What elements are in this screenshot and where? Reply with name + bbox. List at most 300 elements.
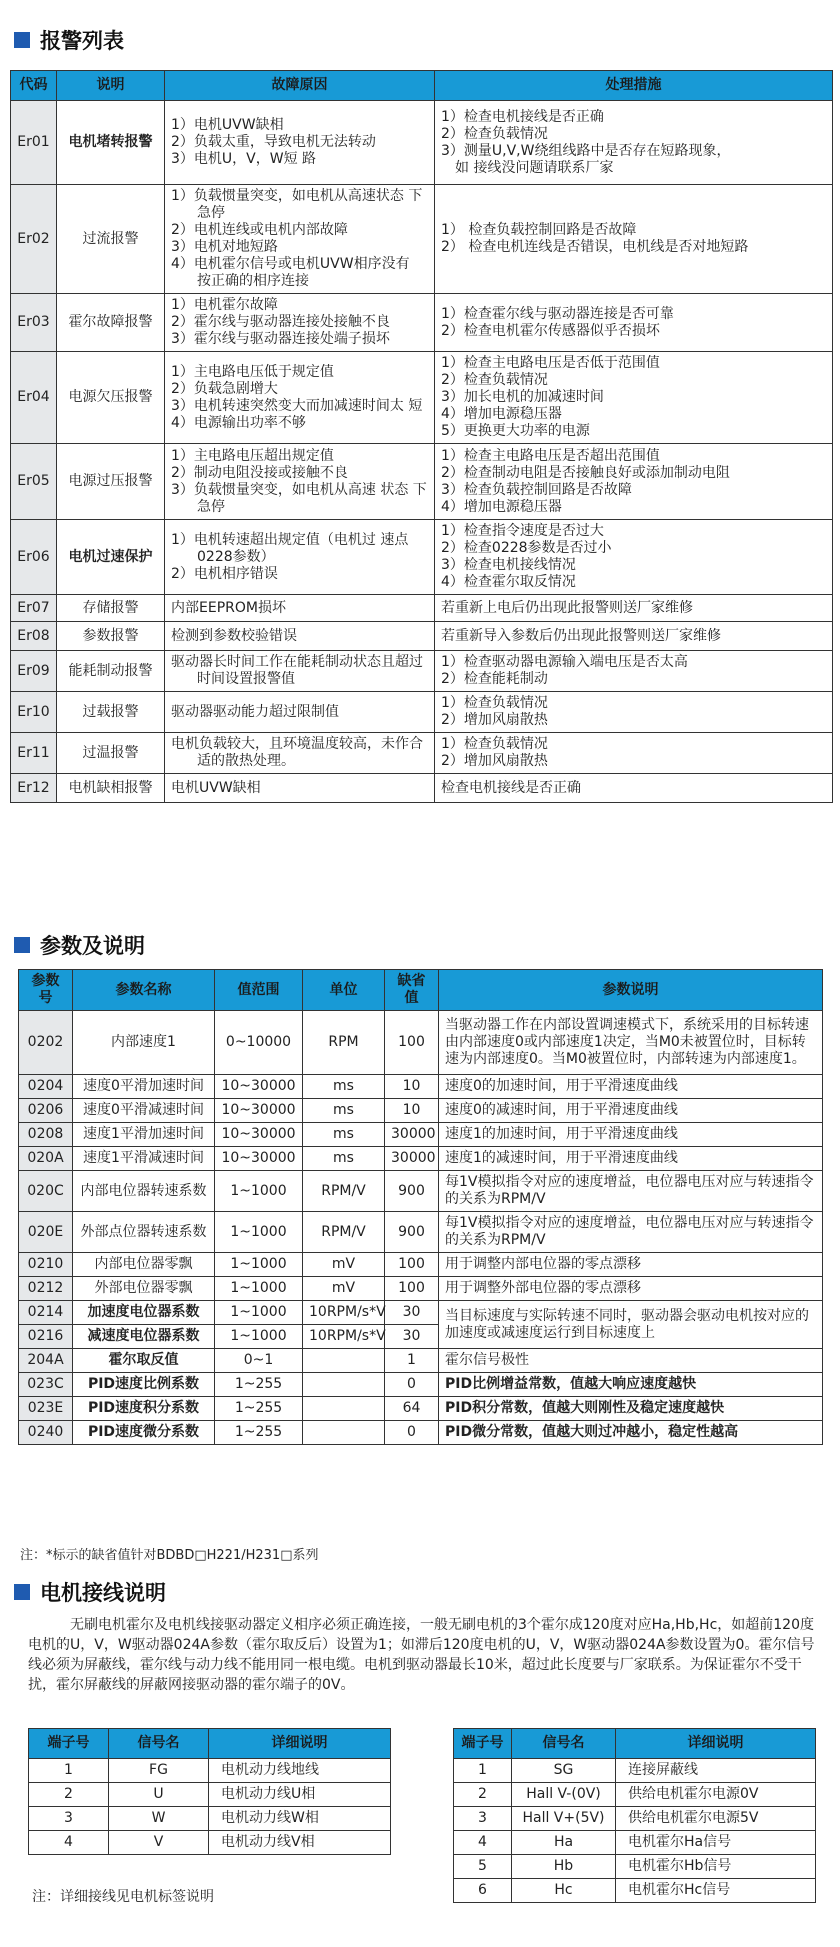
param-default: 30000 [385, 1147, 439, 1171]
action-item: 1）检查驱动器电源输入端电压是否太高 [441, 654, 688, 670]
param-range: 10~30000 [215, 1099, 303, 1123]
action-item: 2）检查负载情况 [441, 125, 548, 142]
action-item: 2）检查能耗制动 [441, 671, 548, 687]
wiring-header-row [29, 1729, 391, 1759]
cause-item: 2）负载急剧增大 [171, 380, 278, 397]
param-desc: 速度0的减速时间，用于平滑速度曲线 [439, 1099, 823, 1123]
cause-list [171, 736, 428, 770]
param-name: 速度1平滑加速时间 [73, 1123, 215, 1147]
signal-name: V [109, 1831, 209, 1855]
param-header-cell: 值范围 [215, 970, 303, 1011]
cause-item: 2）电机连线或电机内部故障 [171, 222, 348, 238]
param-desc: 当驱动器工作在内部设置调速模式下，系统采用的目标转速由内部速度0或内部速度1决定，当M0未被置位时，目标转速为内部速度0。当M0被置位时，内部转速为内部速度1。 [439, 1011, 823, 1075]
param-code: 023C [19, 1373, 73, 1397]
cause-item: 内部EEPROM损坏 [171, 599, 286, 616]
alarm-code: Er04 [11, 352, 57, 444]
alarm-causes [165, 352, 435, 444]
param-range: 1~1000 [215, 1253, 303, 1277]
alarm-causes [165, 733, 435, 774]
alarm-code: Er10 [11, 692, 57, 733]
param-section-title: 参数及说明 [14, 925, 145, 965]
action-item: 1）检查指令速度是否过大 [441, 523, 604, 539]
cause-list [171, 780, 428, 797]
alarm-row [11, 520, 833, 595]
param-unit: RPM/V [303, 1212, 385, 1253]
alarm-causes [165, 651, 435, 692]
param-default: 900 [385, 1171, 439, 1212]
param-name: 加速度电位器系数 [73, 1301, 215, 1325]
param-code: 0212 [19, 1277, 73, 1301]
action-item: 2） 检查电机连线是否错误，电机线是否对地短路 [441, 239, 749, 255]
alarm-causes [165, 185, 435, 294]
action-item: 3）检查电机接线情况 [441, 557, 576, 573]
param-default: 10 [385, 1099, 439, 1123]
param-code: 020A [19, 1147, 73, 1171]
param-default: 100 [385, 1277, 439, 1301]
param-unit: mV [303, 1277, 385, 1301]
wiring-table-left [28, 1728, 391, 1855]
signal-name: Hb [512, 1855, 616, 1879]
wiring-header-cell: 信号名 [109, 1729, 209, 1759]
action-list [441, 654, 826, 688]
param-unit: ms [303, 1099, 385, 1123]
action-item: 2）检查负载情况 [441, 372, 548, 388]
alarm-causes [165, 101, 435, 185]
param-row [19, 1212, 823, 1253]
action-list [441, 355, 826, 440]
action-item: 1） 检查负载控制回路是否故障 [441, 222, 637, 238]
param-desc: PID微分常数，值越大则过冲越小，稳定性越高 [439, 1421, 823, 1445]
param-row [19, 1075, 823, 1099]
alarm-row [11, 651, 833, 692]
alarm-code: Er11 [11, 733, 57, 774]
terminal-no: 2 [29, 1783, 109, 1807]
action-item: 若重新上电后仍出现此报警则送厂家维修 [441, 599, 693, 616]
wiring-row [454, 1759, 816, 1783]
alarm-row [11, 774, 833, 803]
alarm-actions [435, 352, 833, 444]
param-desc: 当目标速度与实际转速不同时，驱动器会驱动电机按对应的加速度或减速度运行到目标速度上 [439, 1301, 823, 1349]
action-item: 若重新导入参数后仍出现此报警则送厂家维修 [441, 627, 721, 644]
alarm-actions [435, 294, 833, 352]
alarm-name: 电机缺相报警 [57, 774, 165, 803]
param-default: 0 [385, 1421, 439, 1445]
cause-list [171, 600, 428, 617]
wiring-row [29, 1807, 391, 1831]
action-item: 如 接线没问题请联系厂家 [441, 159, 614, 176]
wiring-section-title: 电机接线说明 [14, 1572, 166, 1612]
alarm-causes [165, 622, 435, 651]
param-code: 020C [19, 1171, 73, 1212]
alarm-name: 能耗制动报警 [57, 651, 165, 692]
param-unit [303, 1349, 385, 1373]
param-range: 1~1000 [215, 1212, 303, 1253]
param-name: 外部点位器转速系数 [73, 1212, 215, 1253]
param-code: 204A [19, 1349, 73, 1373]
param-code: 0240 [19, 1421, 73, 1445]
cause-item: 2）电机相序错误 [171, 565, 278, 582]
param-unit: ms [303, 1147, 385, 1171]
alarm-row [11, 692, 833, 733]
alarm-name: 电机堵转报警 [57, 101, 165, 185]
param-range: 1~1000 [215, 1325, 303, 1349]
action-list [441, 780, 826, 797]
cause-item: 电机负载较大，且环境温度较高，未作合适的散热处理。 [171, 736, 423, 769]
terminal-no: 6 [454, 1879, 512, 1903]
param-header-cell: 参数号 [19, 970, 73, 1011]
wiring-header-cell: 详细说明 [209, 1729, 391, 1759]
wiring-table-right [453, 1728, 816, 1903]
wiring-header-row [454, 1729, 816, 1759]
cause-item: 2）霍尔线与驱动器连接处接触不良 [171, 314, 390, 330]
alarm-name: 过载报警 [57, 692, 165, 733]
param-name: PID速度比例系数 [73, 1373, 215, 1397]
alarm-causes [165, 595, 435, 622]
signal-desc: 电机霍尔Hb信号 [616, 1855, 816, 1879]
wiring-row [454, 1831, 816, 1855]
param-code: 0202 [19, 1011, 73, 1075]
param-header-cell: 缺省值 [385, 970, 439, 1011]
alarm-code: Er07 [11, 595, 57, 622]
wiring-note: 注：详细接线见电机标签说明 [32, 1889, 214, 1905]
cause-list [171, 448, 428, 516]
action-list [441, 306, 826, 340]
terminal-no: 5 [454, 1855, 512, 1879]
alarm-name: 电源欠压报警 [57, 352, 165, 444]
param-row [19, 1147, 823, 1171]
alarm-actions [435, 520, 833, 595]
signal-desc: 电机霍尔Hc信号 [616, 1879, 816, 1903]
alarm-name: 参数报警 [57, 622, 165, 651]
wiring-row [29, 1831, 391, 1855]
param-name: 霍尔取反值 [73, 1349, 215, 1373]
action-item: 2）增加风扇散热 [441, 753, 548, 769]
param-code: 0210 [19, 1253, 73, 1277]
alarm-actions [435, 101, 833, 185]
cause-item: 4）电源输出功率不够 [171, 414, 306, 431]
param-desc: 速度1的减速时间，用于平滑速度曲线 [439, 1147, 823, 1171]
alarm-actions [435, 595, 833, 622]
cause-item: 4）电机霍尔信号或电机UVW相序没有 按正确的相序连接 [171, 256, 410, 289]
alarm-row [11, 185, 833, 294]
param-desc: PID比例增益常数，值越大响应速度越快 [439, 1373, 823, 1397]
alarm-section-title: 报警列表 [14, 20, 124, 60]
param-name: 速度0平滑加速时间 [73, 1075, 215, 1099]
alarm-causes [165, 774, 435, 803]
alarm-actions [435, 692, 833, 733]
alarm-header-cell: 说明 [57, 71, 165, 101]
alarm-code: Er09 [11, 651, 57, 692]
cause-item: 1）主电路电压低于规定值 [171, 363, 334, 380]
cause-list [171, 628, 428, 645]
alarm-name: 过流报警 [57, 185, 165, 294]
wiring-header-cell: 端子号 [454, 1729, 512, 1759]
signal-name: Ha [512, 1831, 616, 1855]
alarm-actions [435, 622, 833, 651]
cause-list [171, 532, 428, 583]
param-name: 内部电位器零飘 [73, 1253, 215, 1277]
param-row [19, 1277, 823, 1301]
action-list [441, 222, 826, 256]
param-unit: 10RPM/s*V [303, 1325, 385, 1349]
action-list [441, 109, 826, 177]
cause-item: 3）负载惯量突变，如电机从高速 状态 下急停 [171, 481, 427, 515]
param-unit: mV [303, 1253, 385, 1277]
action-list [441, 736, 826, 770]
param-row [19, 1099, 823, 1123]
action-list [441, 600, 826, 617]
param-row [19, 1421, 823, 1445]
wiring-row [454, 1783, 816, 1807]
alarm-code: Er02 [11, 185, 57, 294]
cause-list [171, 654, 428, 688]
cause-item: 电机UVW缺相 [171, 779, 261, 796]
action-item: 1）检查霍尔线与驱动器连接是否可靠 [441, 305, 674, 322]
param-default: 1 [385, 1349, 439, 1373]
cause-item: 1）电机霍尔故障 [171, 297, 278, 313]
action-item: 2）检查0228参数是否过小 [441, 540, 612, 556]
alarm-table [10, 70, 833, 803]
param-desc: 每1V模拟指令对应的速度增益，电位器电压对应与转速指令的关系为RPM/V [439, 1171, 823, 1212]
signal-desc: 连接屏蔽线 [616, 1759, 816, 1783]
signal-name: W [109, 1807, 209, 1831]
alarm-code: Er01 [11, 101, 57, 185]
alarm-causes [165, 444, 435, 520]
param-desc: 霍尔信号极性 [439, 1349, 823, 1373]
terminal-no: 4 [454, 1831, 512, 1855]
section-square-icon [14, 937, 30, 953]
param-unit [303, 1421, 385, 1445]
wiring-header-cell: 端子号 [29, 1729, 109, 1759]
cause-list [171, 704, 428, 721]
alarm-row [11, 294, 833, 352]
signal-name: Hc [512, 1879, 616, 1903]
signal-desc: 供给电机霍尔电源0V [616, 1783, 816, 1807]
cause-item: 驱动器长时间工作在能耗制动状态且超过时间设置报警值 [171, 654, 423, 687]
signal-name: Hall V+(5V) [512, 1807, 616, 1831]
param-row [19, 1349, 823, 1373]
action-list [441, 695, 826, 729]
action-item: 4）检查霍尔取反情况 [441, 574, 576, 590]
cause-item: 检测到参数校验错误 [171, 627, 297, 644]
param-range: 1~255 [215, 1421, 303, 1445]
param-desc: 速度0的加速时间，用于平滑速度曲线 [439, 1075, 823, 1099]
param-code: 0216 [19, 1325, 73, 1349]
param-unit: ms [303, 1075, 385, 1099]
param-table [18, 969, 823, 1445]
param-range: 1~255 [215, 1397, 303, 1421]
signal-name: FG [109, 1759, 209, 1783]
param-range: 0~10000 [215, 1011, 303, 1075]
param-default: 10 [385, 1075, 439, 1099]
cause-item: 2）负载太重，导致电机无法转动 [171, 134, 376, 150]
signal-name: U [109, 1783, 209, 1807]
alarm-actions [435, 774, 833, 803]
param-name: 速度0平滑减速时间 [73, 1099, 215, 1123]
param-row [19, 1123, 823, 1147]
terminal-no: 2 [454, 1783, 512, 1807]
alarm-row [11, 595, 833, 622]
terminal-no: 3 [454, 1807, 512, 1831]
section-square-icon [14, 1584, 30, 1600]
param-row [19, 1011, 823, 1075]
param-unit: RPM/V [303, 1171, 385, 1212]
terminal-no: 1 [454, 1759, 512, 1783]
param-range: 1~255 [215, 1373, 303, 1397]
action-list [441, 523, 826, 591]
param-unit: RPM [303, 1011, 385, 1075]
alarm-code: Er08 [11, 622, 57, 651]
param-range: 10~30000 [215, 1147, 303, 1171]
wiring-row [454, 1879, 816, 1903]
signal-desc: 电机动力线W相 [209, 1807, 391, 1831]
wiring-header-cell: 详细说明 [616, 1729, 816, 1759]
param-default: 64 [385, 1397, 439, 1421]
action-item: 3）加长电机的加减速时间 [441, 389, 604, 405]
param-name: 速度1平滑减速时间 [73, 1147, 215, 1171]
param-desc: 速度1的加速时间，用于平滑速度曲线 [439, 1123, 823, 1147]
signal-desc: 电机动力线V相 [209, 1831, 391, 1855]
param-name: PID速度微分系数 [73, 1421, 215, 1445]
wiring-header-cell: 信号名 [512, 1729, 616, 1759]
signal-desc: 电机动力线U相 [209, 1783, 391, 1807]
signal-name: SG [512, 1759, 616, 1783]
param-range: 1~1000 [215, 1301, 303, 1325]
alarm-actions [435, 733, 833, 774]
signal-desc: 电机霍尔Ha信号 [616, 1831, 816, 1855]
action-item: 3）检查负载控制回路是否故障 [441, 481, 632, 498]
action-item: 5）更换更大功率的电源 [441, 423, 590, 439]
param-desc: PID积分常数，值越大则刚性及稳定速度越快 [439, 1397, 823, 1421]
wiring-row [29, 1759, 391, 1783]
alarm-code: Er05 [11, 444, 57, 520]
alarm-code: Er12 [11, 774, 57, 803]
param-name: 内部速度1 [73, 1011, 215, 1075]
param-row [19, 1253, 823, 1277]
alarm-code: Er03 [11, 294, 57, 352]
alarm-row [11, 733, 833, 774]
param-default: 0 [385, 1373, 439, 1397]
action-item: 2）检查电机霍尔传感器似乎否损坏 [441, 322, 660, 339]
alarm-row [11, 622, 833, 651]
cause-item: 3）霍尔线与驱动器连接处端子损坏 [171, 331, 390, 347]
param-default: 100 [385, 1253, 439, 1277]
cause-item: 1）主电路电压超出规定值 [171, 447, 334, 464]
param-header-cell: 参数说明 [439, 970, 823, 1011]
action-item: 检查电机接线是否正确 [441, 779, 581, 796]
wiring-row [454, 1855, 816, 1879]
action-list [441, 448, 826, 516]
signal-desc: 供给电机霍尔电源5V [616, 1807, 816, 1831]
alarm-actions [435, 185, 833, 294]
alarm-row [11, 352, 833, 444]
terminal-no: 4 [29, 1831, 109, 1855]
param-code: 0206 [19, 1099, 73, 1123]
cause-item: 1）电机UVW缺相 [171, 117, 284, 133]
action-item: 4）增加电源稳压器 [441, 498, 562, 515]
alarm-name: 电源过压报警 [57, 444, 165, 520]
cause-item: 3）电机U，V，W短 路 [171, 151, 317, 167]
action-item: 3）测量U,V,W绕组线路中是否存在短路现象， [441, 142, 731, 159]
param-row [19, 1397, 823, 1421]
param-default: 100 [385, 1011, 439, 1075]
param-default: 30 [385, 1325, 439, 1349]
param-range: 10~30000 [215, 1075, 303, 1099]
alarm-header-cell: 处理措施 [435, 71, 833, 101]
alarm-causes [165, 692, 435, 733]
cause-item: 3）电机对地短路 [171, 239, 278, 255]
alarm-row [11, 444, 833, 520]
cause-item: 2）制动电阻没接或接触不良 [171, 464, 348, 481]
action-item: 1）检查负载情况 [441, 695, 548, 711]
param-row [19, 1171, 823, 1212]
param-code: 0214 [19, 1301, 73, 1325]
alarm-causes [165, 520, 435, 595]
param-unit [303, 1373, 385, 1397]
alarm-actions [435, 651, 833, 692]
cause-item: 1）负载惯量突变，如电机从高速状态 下急停 [171, 188, 423, 221]
alarm-name: 霍尔故障报警 [57, 294, 165, 352]
alarm-name: 电机过速保护 [57, 520, 165, 595]
param-range: 1~1000 [215, 1277, 303, 1301]
signal-name: Hall V-(0V) [512, 1783, 616, 1807]
param-row [19, 1301, 823, 1325]
param-name: PID速度积分系数 [73, 1397, 215, 1421]
param-unit [303, 1397, 385, 1421]
param-range: 10~30000 [215, 1123, 303, 1147]
signal-desc: 电机动力线地线 [209, 1759, 391, 1783]
alarm-name: 过温报警 [57, 733, 165, 774]
section-square-icon [14, 32, 30, 48]
action-item: 1）检查主电路电压是否低于范围值 [441, 355, 660, 371]
cause-list [171, 364, 428, 432]
cause-list [171, 297, 428, 348]
param-unit: 10RPM/s*V [303, 1301, 385, 1325]
action-item: 1）检查电机接线是否正确 [441, 108, 604, 125]
param-code: 0208 [19, 1123, 73, 1147]
param-row [19, 1373, 823, 1397]
alarm-header-cell: 故障原因 [165, 71, 435, 101]
cause-item: 1）电机转速超出规定值（电机过 速点0228参数） [171, 531, 409, 565]
action-item: 2）增加风扇散热 [441, 712, 548, 728]
param-code: 020E [19, 1212, 73, 1253]
param-default: 30000 [385, 1123, 439, 1147]
param-default: 900 [385, 1212, 439, 1253]
action-item: 1）检查负载情况 [441, 736, 548, 752]
param-range: 0~1 [215, 1349, 303, 1373]
param-code: 0204 [19, 1075, 73, 1099]
param-note: 注：*标示的缺省值针对BDBD□H221/H231□系列 [20, 1548, 319, 1563]
cause-list [171, 188, 428, 290]
alarm-row [11, 101, 833, 185]
param-unit: ms [303, 1123, 385, 1147]
action-list [441, 628, 826, 645]
param-desc: 用于调整内部电位器的零点漂移 [439, 1253, 823, 1277]
param-desc: 用于调整外部电位器的零点漂移 [439, 1277, 823, 1301]
cause-item: 驱动器驱动能力超过限制值 [171, 703, 339, 720]
param-code: 023E [19, 1397, 73, 1421]
alarm-actions [435, 444, 833, 520]
param-header-cell: 参数名称 [73, 970, 215, 1011]
terminal-no: 1 [29, 1759, 109, 1783]
wiring-paragraph: 无刷电机霍尔及电机线接驱动器定义相序必须正确连接，一般无刷电机的3个霍尔成120度对应Ha,Hb,Hc，如超前120度电机的U，V，W驱动器024A参数（霍尔取反后）设置为1；如滞后120度电机的U，V，W驱动器024A参数设置为0。霍尔信号线必须为屏蔽线，霍尔线与动力线不能用同一根电缆。电机到驱动器最长10米，超过此长度要与厂家联系。为保证霍尔不受干扰，霍尔屏蔽线的屏蔽网接驱动器的霍尔端子的0V。 [28, 1617, 815, 1693]
cause-list [171, 117, 428, 168]
alarm-causes [165, 294, 435, 352]
action-item: 2）检查制动电阻是否接触良好或添加制动电阻 [441, 464, 730, 481]
action-item: 1）检查主电路电压是否超出范围值 [441, 447, 660, 464]
action-item: 4）增加电源稳压器 [441, 406, 562, 422]
terminal-no: 3 [29, 1807, 109, 1831]
